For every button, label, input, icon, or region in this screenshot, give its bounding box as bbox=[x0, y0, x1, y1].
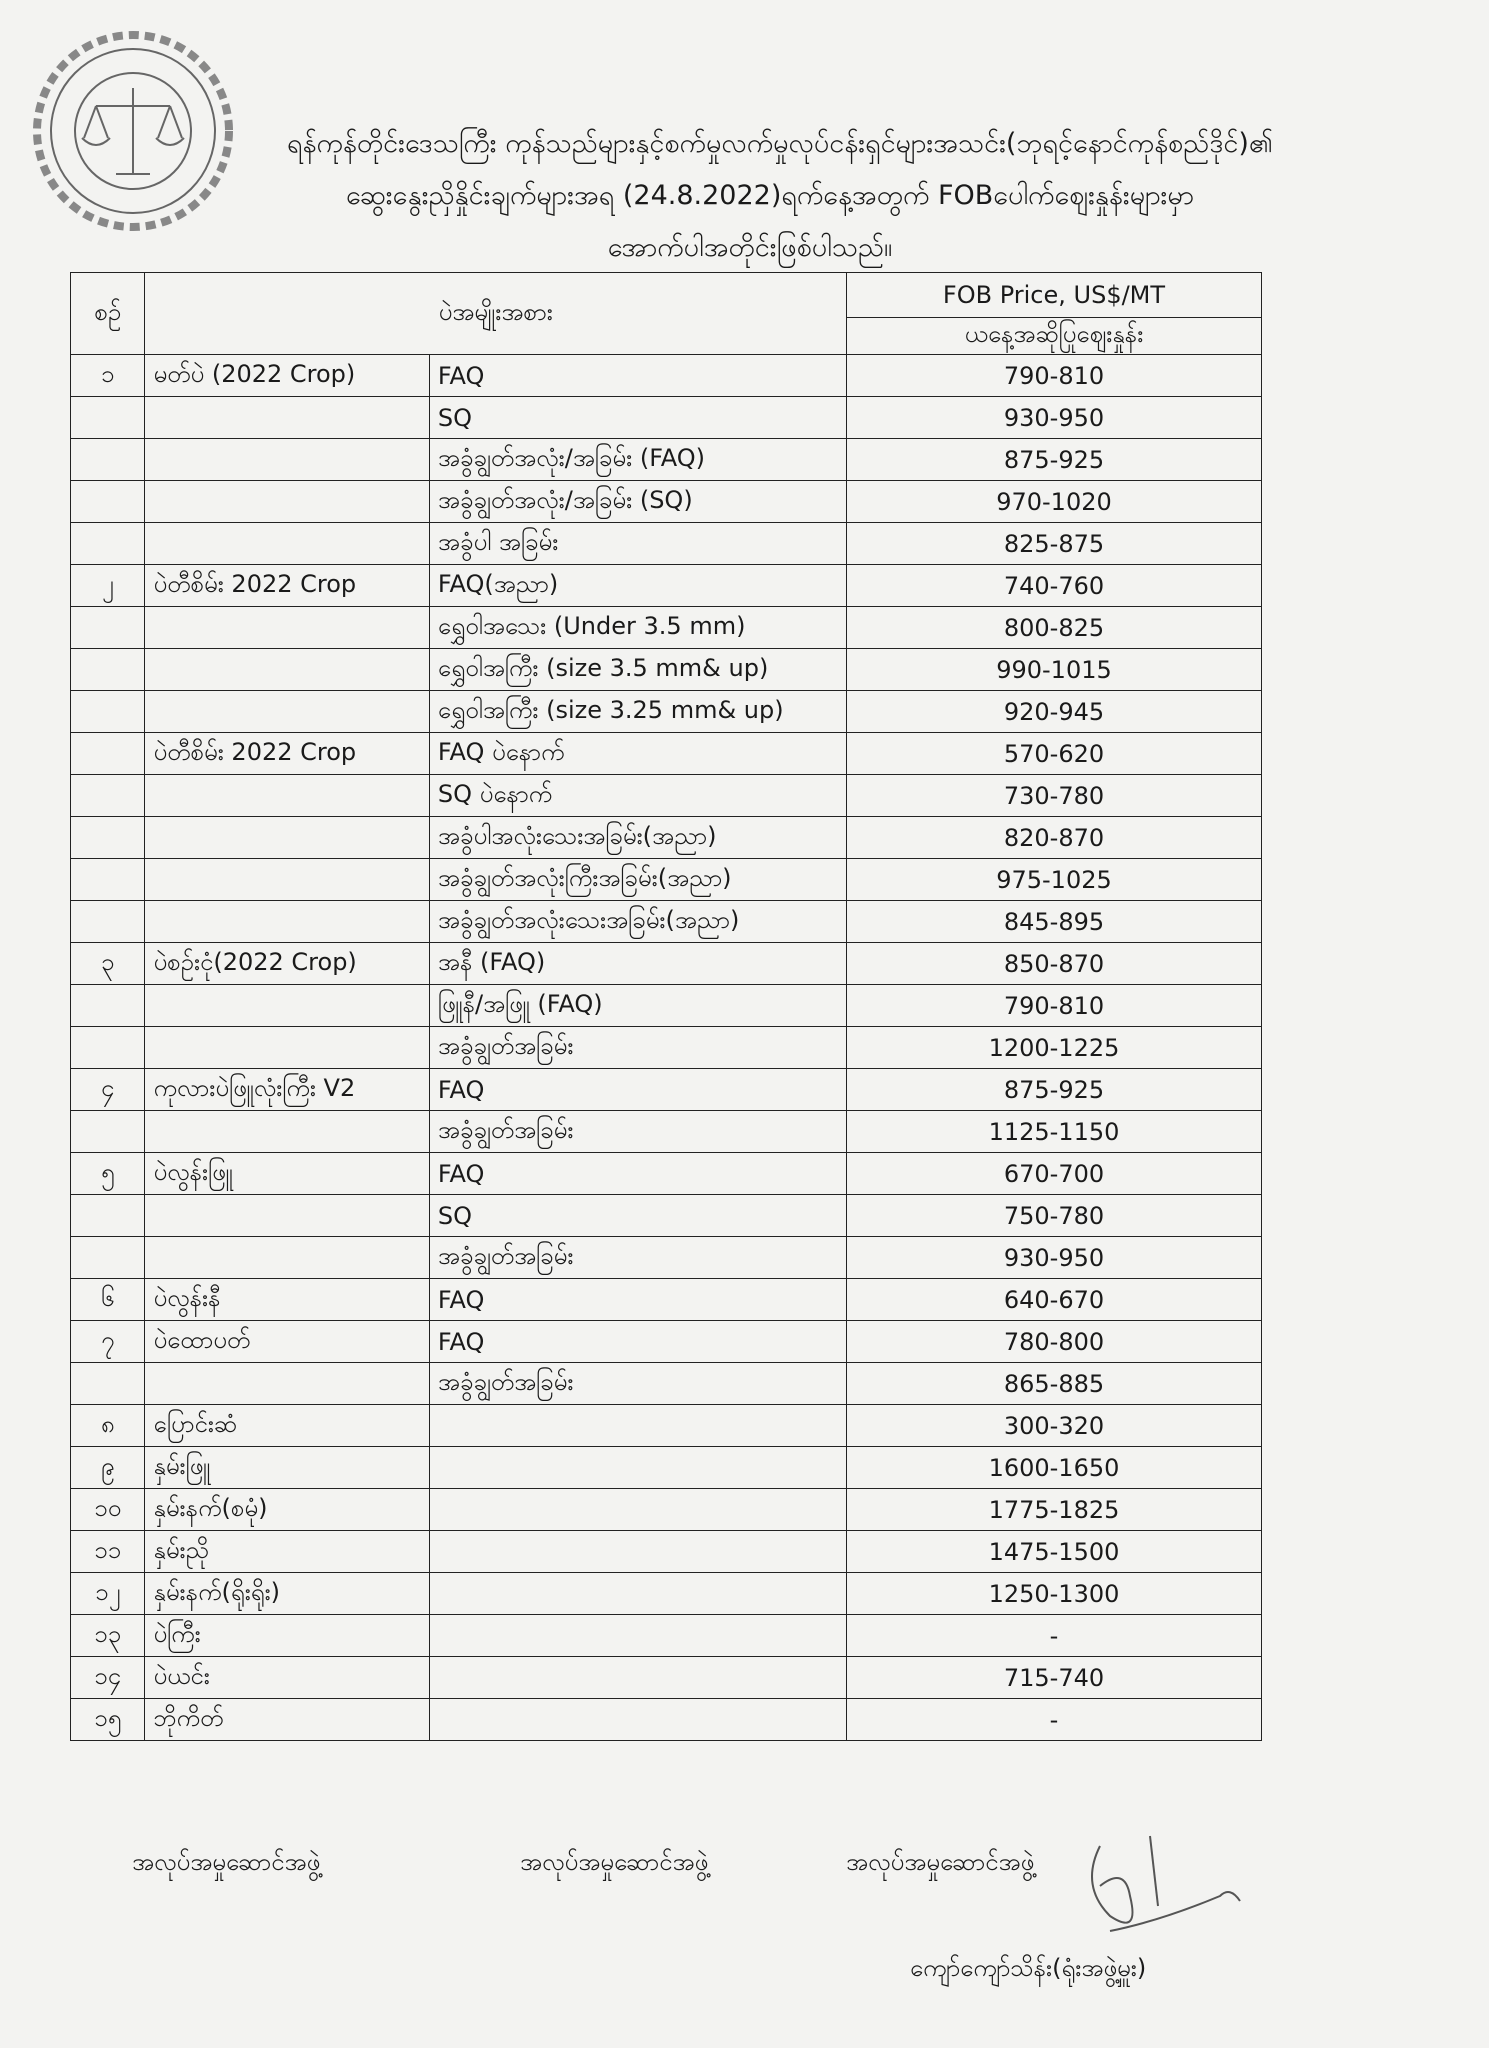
price-cell: 740-760 bbox=[846, 565, 1261, 607]
grade-cell: SQ bbox=[429, 1195, 846, 1237]
grade-cell bbox=[429, 1405, 846, 1447]
price-cell: 1200-1225 bbox=[846, 1027, 1261, 1069]
price-cell: 750-780 bbox=[846, 1195, 1261, 1237]
row-number-cell bbox=[71, 733, 145, 775]
price-cell: 640-670 bbox=[846, 1279, 1261, 1321]
price-cell: 825-875 bbox=[846, 523, 1261, 565]
bean-type-cell: ပဲတီစိမ်း 2022 Crop bbox=[145, 733, 429, 775]
table-row bbox=[71, 1447, 1262, 1489]
table-row bbox=[71, 1027, 1262, 1069]
table-row bbox=[71, 439, 1262, 481]
table-row bbox=[71, 1195, 1262, 1237]
table-row bbox=[71, 1489, 1262, 1531]
row-number-cell: ၁၄ bbox=[71, 1657, 145, 1699]
price-cell: 1600-1650 bbox=[846, 1447, 1261, 1489]
table-row bbox=[71, 523, 1262, 565]
grade-cell: အခွံချွတ်အလုံး/အခြမ်း (FAQ) bbox=[429, 439, 846, 481]
table-row bbox=[71, 1363, 1262, 1405]
price-cell: 820-870 bbox=[846, 817, 1261, 859]
row-number-cell bbox=[71, 901, 145, 943]
row-number-cell bbox=[71, 1027, 145, 1069]
col-header-fob-sub: ယနေ့အဆိုပြုဈေးနှုန်း bbox=[846, 318, 1261, 355]
grade-cell: SQ bbox=[429, 397, 846, 439]
bean-type-cell bbox=[145, 1027, 429, 1069]
row-number-cell bbox=[71, 775, 145, 817]
price-cell: 875-925 bbox=[846, 439, 1261, 481]
grade-cell: ရွှေဝါအသေး (Under 3.5 mm) bbox=[429, 607, 846, 649]
row-number-cell bbox=[71, 607, 145, 649]
col-header-no: စဉ် bbox=[71, 273, 145, 355]
bean-type-cell: ပဲကြီး bbox=[145, 1615, 429, 1657]
signatory-name: ကျော်ကျော်သိန်း(ရုံးအဖွဲ့မှူး) bbox=[910, 1954, 1147, 1982]
col-header-item: ပဲအမျိုးအစား bbox=[145, 273, 847, 355]
price-cell: 780-800 bbox=[846, 1321, 1261, 1363]
price-cell: 790-810 bbox=[846, 985, 1261, 1027]
price-table bbox=[70, 272, 1262, 1741]
header-line-3: အောက်ပါအတိုင်းဖြစ်ပါသည်။ bbox=[607, 232, 893, 263]
price-cell: 875-925 bbox=[846, 1069, 1261, 1111]
row-number-cell: ၁၅ bbox=[71, 1699, 145, 1741]
table-row bbox=[71, 1153, 1262, 1195]
bean-type-cell: နှမ်းဖြူ bbox=[145, 1447, 429, 1489]
row-number-cell bbox=[71, 817, 145, 859]
bean-type-cell bbox=[145, 901, 429, 943]
grade-cell: FAQ bbox=[429, 1321, 846, 1363]
table-row bbox=[71, 1405, 1262, 1447]
price-cell: 1250-1300 bbox=[846, 1573, 1261, 1615]
grade-cell: FAQ bbox=[429, 1279, 846, 1321]
grade-cell: အခွံချွတ်အလုံးသေးအခြမ်း(အညာ) bbox=[429, 901, 846, 943]
bean-type-cell bbox=[145, 817, 429, 859]
bean-type-cell: နှမ်းနက်(စမုံ) bbox=[145, 1489, 429, 1531]
grade-cell: FAQ bbox=[429, 1153, 846, 1195]
bean-type-cell bbox=[145, 1363, 429, 1405]
document-footer bbox=[0, 1846, 1489, 2046]
bean-type-cell: ပဲယင်း bbox=[145, 1657, 429, 1699]
row-number-cell bbox=[71, 397, 145, 439]
price-cell: 1475-1500 bbox=[846, 1531, 1261, 1573]
row-number-cell: ၁၂ bbox=[71, 1573, 145, 1615]
grade-cell: အနီ (FAQ) bbox=[429, 943, 846, 985]
grade-cell: FAQ bbox=[429, 1069, 846, 1111]
table-row bbox=[71, 943, 1262, 985]
grade-cell: SQ ပဲနောက် bbox=[429, 775, 846, 817]
table-row bbox=[71, 1237, 1262, 1279]
grade-cell: အခွံချွတ်အခြမ်း bbox=[429, 1027, 846, 1069]
header-line-2: ဆွေးနွေးညှိနှိုင်းချက်များအရ (24.8.2022)ရက်နေ့အတွက် FOBပေါက်ဈေးနှုန်းများမှာ bbox=[346, 180, 1194, 211]
price-cell: 930-950 bbox=[846, 397, 1261, 439]
price-cell: - bbox=[846, 1699, 1261, 1741]
grade-cell bbox=[429, 1573, 846, 1615]
table-row bbox=[71, 565, 1262, 607]
row-number-cell bbox=[71, 859, 145, 901]
price-cell: 850-870 bbox=[846, 943, 1261, 985]
grade-cell bbox=[429, 1699, 846, 1741]
row-number-cell bbox=[71, 985, 145, 1027]
bean-type-cell bbox=[145, 775, 429, 817]
bean-type-cell bbox=[145, 439, 429, 481]
table-row bbox=[71, 1321, 1262, 1363]
row-number-cell bbox=[71, 649, 145, 691]
grade-cell bbox=[429, 1489, 846, 1531]
bean-type-cell bbox=[145, 1195, 429, 1237]
bean-type-cell: ကုလားပဲဖြူလုံးကြီး V2 bbox=[145, 1069, 429, 1111]
table-row bbox=[71, 397, 1262, 439]
row-number-cell: ၄ bbox=[71, 1069, 145, 1111]
table-row bbox=[71, 607, 1262, 649]
row-number-cell: ၁ bbox=[71, 355, 145, 397]
grade-cell: အခွံပါအလုံးသေးအခြမ်း(အညာ) bbox=[429, 817, 846, 859]
signatory-label-1: အလုပ်အမှုဆောင်အဖွဲ့ bbox=[132, 1848, 321, 1876]
row-number-cell: ၁၀ bbox=[71, 1489, 145, 1531]
row-number-cell bbox=[71, 1111, 145, 1153]
price-cell: 1775-1825 bbox=[846, 1489, 1261, 1531]
row-number-cell bbox=[71, 1363, 145, 1405]
grade-cell: FAQ(အညာ) bbox=[429, 565, 846, 607]
bean-type-cell bbox=[145, 1111, 429, 1153]
price-cell: 790-810 bbox=[846, 355, 1261, 397]
signatory-label-3: အလုပ်အမှုဆောင်အဖွဲ့ bbox=[846, 1848, 1035, 1876]
grade-cell: အခွံပါ အခြမ်း bbox=[429, 523, 846, 565]
bean-type-cell: ဘိုကိတ် bbox=[145, 1699, 429, 1741]
price-cell: 930-950 bbox=[846, 1237, 1261, 1279]
grade-cell: ဖြူနီ/အဖြူ (FAQ) bbox=[429, 985, 846, 1027]
price-cell: 1125-1150 bbox=[846, 1111, 1261, 1153]
price-cell: 865-885 bbox=[846, 1363, 1261, 1405]
price-cell: 970-1020 bbox=[846, 481, 1261, 523]
grade-cell: အခွံချွတ်အခြမ်း bbox=[429, 1111, 846, 1153]
bean-type-cell bbox=[145, 397, 429, 439]
table-row bbox=[71, 817, 1262, 859]
bean-type-cell: ပဲတီစိမ်း 2022 Crop bbox=[145, 565, 429, 607]
table-row bbox=[71, 481, 1262, 523]
price-cell: 845-895 bbox=[846, 901, 1261, 943]
table-row bbox=[71, 859, 1262, 901]
row-number-cell: ၉ bbox=[71, 1447, 145, 1489]
grade-cell bbox=[429, 1531, 846, 1573]
bean-type-cell: ပဲထောပတ် bbox=[145, 1321, 429, 1363]
price-cell: 800-825 bbox=[846, 607, 1261, 649]
price-cell: 920-945 bbox=[846, 691, 1261, 733]
row-number-cell bbox=[71, 1237, 145, 1279]
row-number-cell bbox=[71, 523, 145, 565]
bean-type-cell bbox=[145, 607, 429, 649]
price-cell: 730-780 bbox=[846, 775, 1261, 817]
bean-type-cell bbox=[145, 523, 429, 565]
table-row bbox=[71, 1699, 1262, 1741]
table-row bbox=[71, 1069, 1262, 1111]
grade-cell: အခွံချွတ်အခြမ်း bbox=[429, 1363, 846, 1405]
row-number-cell bbox=[71, 439, 145, 481]
bean-type-cell bbox=[145, 1237, 429, 1279]
grade-cell: အခွံချွတ်အခြမ်း bbox=[429, 1237, 846, 1279]
row-number-cell: ၈ bbox=[71, 1405, 145, 1447]
table-row bbox=[71, 355, 1262, 397]
table-row bbox=[71, 775, 1262, 817]
grade-cell: FAQ ပဲနောက် bbox=[429, 733, 846, 775]
table-row bbox=[71, 985, 1262, 1027]
row-number-cell bbox=[71, 691, 145, 733]
grade-cell: ရွှေဝါအကြီး (size 3.5 mm& up) bbox=[429, 649, 846, 691]
grade-cell: FAQ bbox=[429, 355, 846, 397]
bean-type-cell bbox=[145, 649, 429, 691]
bean-type-cell: ပဲလွန်းနီ bbox=[145, 1279, 429, 1321]
table-row bbox=[71, 1615, 1262, 1657]
bean-type-cell: ပဲလွန်းဖြူ bbox=[145, 1153, 429, 1195]
document-header bbox=[70, 118, 1430, 274]
table-header-row bbox=[71, 273, 1262, 318]
table-row bbox=[71, 901, 1262, 943]
price-table-body bbox=[71, 355, 1262, 1741]
price-cell: 975-1025 bbox=[846, 859, 1261, 901]
bean-type-cell: နှမ်းညို bbox=[145, 1531, 429, 1573]
price-cell: 715-740 bbox=[846, 1657, 1261, 1699]
bean-type-cell bbox=[145, 985, 429, 1027]
grade-cell: အခွံချွတ်အလုံးကြီးအခြမ်း(အညာ) bbox=[429, 859, 846, 901]
table-row bbox=[71, 1573, 1262, 1615]
table-row bbox=[71, 649, 1262, 691]
bean-type-cell: မတ်ပဲ (2022 Crop) bbox=[145, 355, 429, 397]
table-row bbox=[71, 1111, 1262, 1153]
signatory-label-2: အလုပ်အမှုဆောင်အဖွဲ့ bbox=[520, 1848, 709, 1876]
bean-type-cell: နှမ်းနက်(ရိုးရိုး) bbox=[145, 1573, 429, 1615]
price-cell: - bbox=[846, 1615, 1261, 1657]
row-number-cell bbox=[71, 481, 145, 523]
row-number-cell: ၂ bbox=[71, 565, 145, 607]
row-number-cell: ၃ bbox=[71, 943, 145, 985]
table-row bbox=[71, 691, 1262, 733]
bean-type-cell: ပဲစဉ်းငုံ(2022 Crop) bbox=[145, 943, 429, 985]
col-header-fob: FOB Price, US$/MT bbox=[846, 273, 1261, 318]
grade-cell: ရွှေဝါအကြီး (size 3.25 mm& up) bbox=[429, 691, 846, 733]
table-row bbox=[71, 733, 1262, 775]
row-number-cell bbox=[71, 1195, 145, 1237]
table-row bbox=[71, 1279, 1262, 1321]
price-cell: 670-700 bbox=[846, 1153, 1261, 1195]
row-number-cell: ၁၃ bbox=[71, 1615, 145, 1657]
price-cell: 990-1015 bbox=[846, 649, 1261, 691]
bean-type-cell: ပြောင်းဆံ bbox=[145, 1405, 429, 1447]
header-line-1: ရန်ကုန်တိုင်းဒေသကြီး ကုန်သည်များနှင့်စက်မှုလက်မှုလုပ်ငန်းရှင်များအသင်း(ဘုရင့်နောင်ကုန်စည်ဒိုင်)၏ bbox=[287, 128, 1273, 159]
row-number-cell: ၆ bbox=[71, 1279, 145, 1321]
grade-cell bbox=[429, 1447, 846, 1489]
bean-type-cell bbox=[145, 859, 429, 901]
bean-type-cell bbox=[145, 481, 429, 523]
price-cell: 300-320 bbox=[846, 1405, 1261, 1447]
grade-cell: အခွံချွတ်အလုံး/အခြမ်း (SQ) bbox=[429, 481, 846, 523]
price-cell: 570-620 bbox=[846, 733, 1261, 775]
grade-cell bbox=[429, 1657, 846, 1699]
bean-type-cell bbox=[145, 691, 429, 733]
handwritten-signature-icon bbox=[1070, 1826, 1250, 1946]
row-number-cell: ၁၁ bbox=[71, 1531, 145, 1573]
row-number-cell: ၇ bbox=[71, 1321, 145, 1363]
table-row bbox=[71, 1657, 1262, 1699]
grade-cell bbox=[429, 1615, 846, 1657]
table-row bbox=[71, 1531, 1262, 1573]
row-number-cell: ၅ bbox=[71, 1153, 145, 1195]
